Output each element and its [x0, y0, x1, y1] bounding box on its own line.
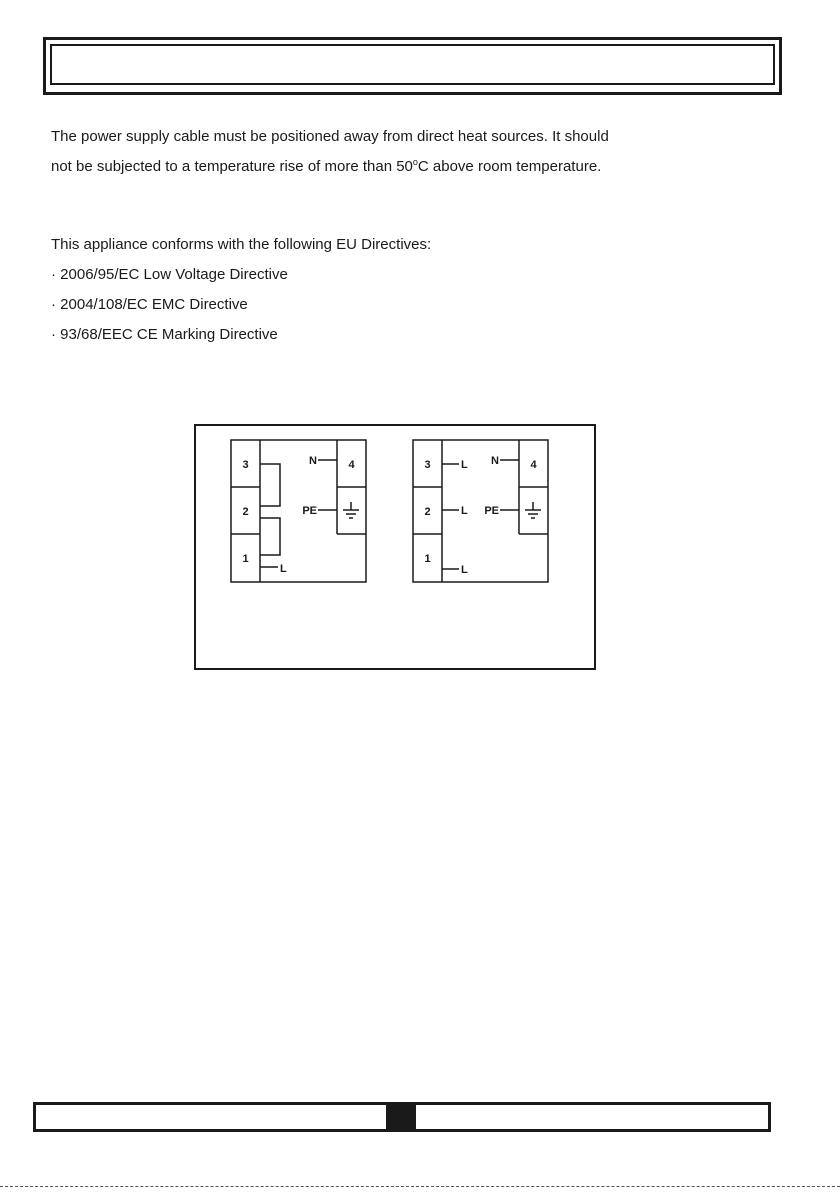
- right-ground-icon: [525, 502, 541, 518]
- page-cut-line: [0, 1186, 840, 1187]
- right-label-l2: L: [461, 505, 468, 517]
- cable-warning-text-a: The power supply cable must be positioned away from direct heat sources. It should not be subjected to a temperature rise of more than 50: [51, 128, 609, 175]
- degree-mark: o: [412, 157, 418, 167]
- left-label-l: L: [280, 563, 287, 575]
- left-terminal-3: 3: [242, 459, 249, 471]
- left-label-pe: PE: [302, 505, 317, 517]
- directive-item-ce-marking: · 93/68/EEC CE Marking Directive: [51, 326, 278, 343]
- directives-section: [51, 230, 621, 350]
- wiring-diagram-svg: [196, 426, 598, 672]
- cable-warning-text-b: C above room temperature.: [417, 158, 602, 175]
- left-terminal-1: 1: [242, 553, 249, 565]
- footer-page-tab: [386, 1102, 416, 1132]
- right-terminal-block: [413, 440, 548, 582]
- cable-warning-paragraph: [51, 122, 621, 182]
- left-label-n: N: [309, 455, 317, 467]
- directive-item-emc: · 2004/108/EC EMC Directive: [51, 296, 248, 313]
- right-terminal-4: 4: [530, 459, 537, 471]
- left-terminal-4: 4: [348, 459, 355, 471]
- right-terminal-2: 2: [424, 506, 431, 518]
- right-label-n: N: [491, 455, 499, 467]
- right-terminal-1: 1: [424, 553, 431, 565]
- left-terminal-block: [231, 440, 366, 582]
- wiring-diagram-box: [194, 424, 596, 670]
- directives-heading: This appliance conforms with the following EU Directives:: [51, 236, 432, 253]
- right-label-pe: PE: [484, 505, 499, 517]
- directive-item-low-voltage: · 2006/95/EC Low Voltage Directive: [51, 266, 288, 283]
- header-inner-frame: [50, 44, 775, 85]
- left-ground-icon: [343, 502, 359, 518]
- right-terminal-3: 3: [424, 459, 431, 471]
- right-label-l3: L: [461, 459, 468, 471]
- left-terminal-2: 2: [242, 506, 249, 518]
- right-label-l1: L: [461, 564, 468, 576]
